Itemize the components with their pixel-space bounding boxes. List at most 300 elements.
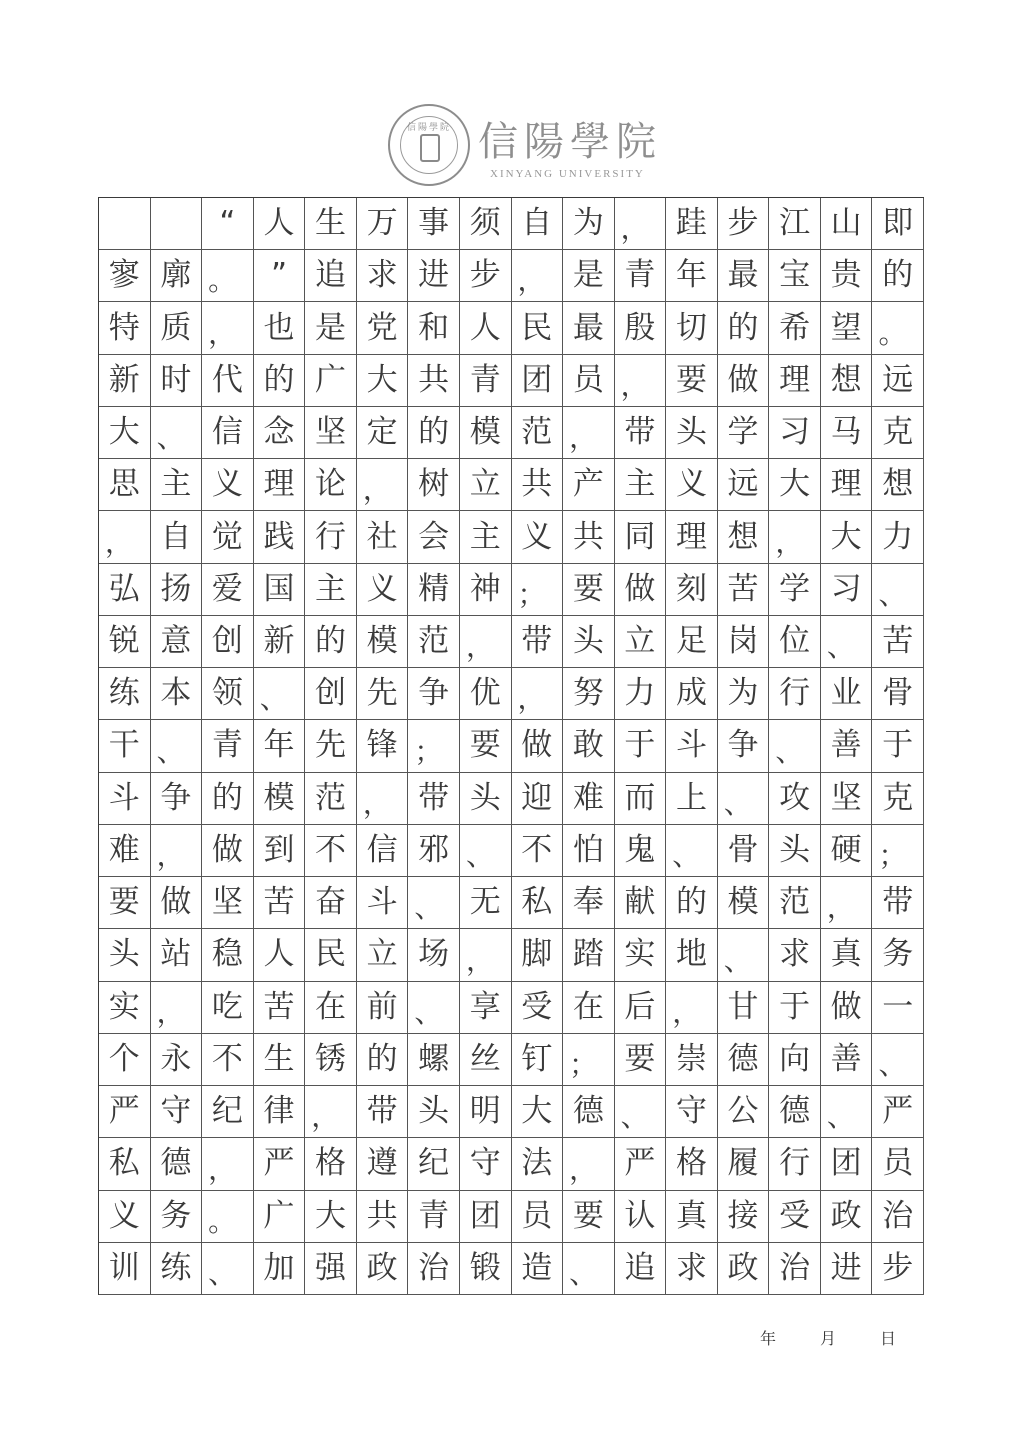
grid-cell: 治	[769, 1243, 821, 1295]
grid-cell: 业	[821, 668, 873, 720]
grid-cell: 、	[408, 982, 460, 1034]
grid-cell: 、	[460, 825, 512, 877]
grid-cell: 的	[202, 773, 254, 825]
grid-cell: ，	[512, 250, 564, 302]
grid-cell: ，	[202, 1138, 254, 1190]
grid-cell: 步	[872, 1243, 924, 1295]
grid-cell: 甘	[718, 982, 770, 1034]
grid-cell: 、	[615, 1086, 667, 1138]
grid-cell: 扬	[151, 564, 203, 616]
grid-cell: 德	[718, 1034, 770, 1086]
grid-cell: 治	[872, 1191, 924, 1243]
grid-cell: 、	[408, 877, 460, 929]
grid-cell: 政	[821, 1191, 873, 1243]
grid-cell: 青	[408, 1191, 460, 1243]
grid-cell: 、	[151, 407, 203, 459]
grid-cell: 不	[512, 825, 564, 877]
grid-cell: 想	[718, 511, 770, 563]
grid-cell: 产	[563, 459, 615, 511]
grid-cell: 共	[357, 1191, 409, 1243]
grid-cell: 理	[254, 459, 306, 511]
grid-cell: 论	[305, 459, 357, 511]
grid-cell: ，	[151, 825, 203, 877]
grid-cell: 的	[718, 302, 770, 354]
grid-cell: 奋	[305, 877, 357, 929]
grid-cell: 理	[666, 511, 718, 563]
grid-cell: 敢	[563, 720, 615, 772]
grid-cell: 贵	[821, 250, 873, 302]
grid-cell: 寥	[99, 250, 151, 302]
grid-cell: 国	[254, 564, 306, 616]
grid-cell: 神	[460, 564, 512, 616]
grid-cell: 硬	[821, 825, 873, 877]
grid-cell: 要	[666, 355, 718, 407]
grid-cell: 共	[408, 355, 460, 407]
grid-cell: 想	[872, 459, 924, 511]
grid-cell: 无	[460, 877, 512, 929]
grid-cell: ，	[460, 929, 512, 981]
grid-cell: 实	[615, 929, 667, 981]
grid-cell: 力	[615, 668, 667, 720]
grid-cell: 到	[254, 825, 306, 877]
grid-cell: 创	[202, 616, 254, 668]
grid-cell: 、	[821, 616, 873, 668]
grid-cell: 踏	[563, 929, 615, 981]
grid-cell: 丝	[460, 1034, 512, 1086]
grid-cell: 年	[666, 250, 718, 302]
grid-cell: 受	[512, 982, 564, 1034]
grid-cell: 社	[357, 511, 409, 563]
grid-cell: 迎	[512, 773, 564, 825]
grid-cell: 为	[563, 198, 615, 250]
grid-cell: 真	[821, 929, 873, 981]
grid-cell: 会	[408, 511, 460, 563]
grid-cell: 实	[99, 982, 151, 1034]
grid-cell: 山	[821, 198, 873, 250]
grid-cell: 格	[305, 1138, 357, 1190]
grid-cell	[151, 198, 203, 250]
date-year-label: 年	[760, 1329, 777, 1348]
grid-cell: 后	[615, 982, 667, 1034]
grid-cell: 切	[666, 302, 718, 354]
grid-cell: 义	[357, 564, 409, 616]
grid-cell: 锻	[460, 1243, 512, 1295]
grid-cell: ，	[563, 407, 615, 459]
grid-cell: 主	[615, 459, 667, 511]
grid-cell: 献	[615, 877, 667, 929]
grid-cell: 认	[615, 1191, 667, 1243]
grid-cell: 先	[357, 668, 409, 720]
grid-cell: 的	[357, 1034, 409, 1086]
grid-cell: 事	[408, 198, 460, 250]
grid-cell: 民	[512, 302, 564, 354]
grid-cell: 的	[666, 877, 718, 929]
grid-cell: 遵	[357, 1138, 409, 1190]
grid-cell: 脚	[512, 929, 564, 981]
grid-cell: 殷	[615, 302, 667, 354]
grid-cell: 争	[408, 668, 460, 720]
grid-cell: 守	[666, 1086, 718, 1138]
grid-cell: 共	[512, 459, 564, 511]
grid-cell: 即	[872, 198, 924, 250]
grid-cell: 斗	[357, 877, 409, 929]
grid-cell: 克	[872, 773, 924, 825]
grid-cell: 向	[769, 1034, 821, 1086]
grid-cell: 善	[821, 1034, 873, 1086]
grid-cell: 练	[151, 1243, 203, 1295]
page-header	[0, 0, 1024, 200]
grid-cell: 强	[305, 1243, 357, 1295]
grid-cell: 、	[563, 1243, 615, 1295]
grid-cell: 头	[563, 616, 615, 668]
grid-cell: 克	[872, 407, 924, 459]
grid-cell: 时	[151, 355, 203, 407]
grid-cell: 严	[615, 1138, 667, 1190]
grid-cell: ，	[99, 511, 151, 563]
grid-cell: 在	[305, 982, 357, 1034]
grid-cell: 前	[357, 982, 409, 1034]
grid-cell: 自	[151, 511, 203, 563]
grid-cell: 进	[821, 1243, 873, 1295]
grid-cell: 义	[666, 459, 718, 511]
grid-cell: 行	[305, 511, 357, 563]
grid-cell: 立	[460, 459, 512, 511]
grid-cell: 崇	[666, 1034, 718, 1086]
grid-cell: ”	[254, 250, 306, 302]
grid-cell: 履	[718, 1138, 770, 1190]
grid-cell: 、	[666, 825, 718, 877]
grid-cell: 私	[99, 1138, 151, 1190]
grid-cell: 鬼	[615, 825, 667, 877]
grid-cell: 争	[151, 773, 203, 825]
grid-cell: 于	[615, 720, 667, 772]
grid-cell: 、	[821, 1086, 873, 1138]
grid-cell: 锈	[305, 1034, 357, 1086]
grid-cell: 造	[512, 1243, 564, 1295]
grid-cell: 头	[666, 407, 718, 459]
grid-cell: 思	[99, 459, 151, 511]
grid-cell: 力	[872, 511, 924, 563]
grid-cell: ，	[666, 982, 718, 1034]
grid-cell: 严	[99, 1086, 151, 1138]
grid-cell: 范	[512, 407, 564, 459]
grid-cell: 万	[357, 198, 409, 250]
grid-cell: 模	[254, 773, 306, 825]
grid-cell: 争	[718, 720, 770, 772]
grid-cell: ，	[305, 1086, 357, 1138]
grid-cell: 员	[563, 355, 615, 407]
grid-cell: 守	[151, 1086, 203, 1138]
grid-cell: 政	[718, 1243, 770, 1295]
grid-cell: 法	[512, 1138, 564, 1190]
grid-cell: 的	[408, 407, 460, 459]
grid-cell: 干	[99, 720, 151, 772]
grid-cell: 领	[202, 668, 254, 720]
grid-cell: 德	[769, 1086, 821, 1138]
grid-cell: 最	[718, 250, 770, 302]
grid-cell: 吃	[202, 982, 254, 1034]
grid-cell: 纪	[202, 1086, 254, 1138]
grid-cell: 立	[357, 929, 409, 981]
grid-cell: 于	[769, 982, 821, 1034]
grid-cell: 地	[666, 929, 718, 981]
grid-cell: 、	[151, 720, 203, 772]
grid-cell: ，	[460, 616, 512, 668]
grid-cell: 信	[357, 825, 409, 877]
grid-cell: 主	[151, 459, 203, 511]
grid-cell: 在	[563, 982, 615, 1034]
grid-cell: 代	[202, 355, 254, 407]
grid-cell: 努	[563, 668, 615, 720]
grid-cell: 奉	[563, 877, 615, 929]
grid-cell: 信	[202, 407, 254, 459]
grid-cell: 难	[99, 825, 151, 877]
grid-cell: 民	[305, 929, 357, 981]
grid-cell: ，	[769, 511, 821, 563]
grid-cell: 、	[202, 1243, 254, 1295]
grid-cell: ，	[821, 877, 873, 929]
grid-cell: 生	[254, 1034, 306, 1086]
grid-cell: 新	[254, 616, 306, 668]
grid-cell: 弘	[99, 564, 151, 616]
grid-cell: 团	[512, 355, 564, 407]
grid-cell: 做	[512, 720, 564, 772]
grid-cell: 想	[821, 355, 873, 407]
grid-cell: 于	[872, 720, 924, 772]
grid-cell: 苦	[254, 877, 306, 929]
university-name-english: XINYANG UNIVERSITY	[490, 168, 645, 180]
grid-cell: 带	[872, 877, 924, 929]
grid-cell: 宝	[769, 250, 821, 302]
grid-cell: 斗	[666, 720, 718, 772]
grid-cell: 严	[872, 1086, 924, 1138]
grid-cell: 进	[408, 250, 460, 302]
grid-cell: 、	[769, 720, 821, 772]
grid-cell: 坚	[821, 773, 873, 825]
grid-cell: 跬	[666, 198, 718, 250]
grid-cell: 年	[254, 720, 306, 772]
grid-cell: 追	[305, 250, 357, 302]
grid-cell: 觉	[202, 511, 254, 563]
grid-cell: 质	[151, 302, 203, 354]
grid-cell: 的	[254, 355, 306, 407]
grid-cell: 广	[254, 1191, 306, 1243]
grid-cell: 追	[615, 1243, 667, 1295]
grid-cell: 、	[718, 929, 770, 981]
grid-cell: 青	[615, 250, 667, 302]
grid-cell: 格	[666, 1138, 718, 1190]
grid-cell: 精	[408, 564, 460, 616]
grid-cell: 望	[821, 302, 873, 354]
grid-cell: 坚	[202, 877, 254, 929]
grid-cell: ，	[512, 668, 564, 720]
grid-cell: 范	[305, 773, 357, 825]
grid-cell: 位	[769, 616, 821, 668]
grid-cell: 大	[512, 1086, 564, 1138]
grid-cell: 受	[769, 1191, 821, 1243]
seal-emblem-icon	[420, 134, 440, 162]
grid-cell: 范	[408, 616, 460, 668]
grid-cell: 德	[563, 1086, 615, 1138]
grid-cell: 党	[357, 302, 409, 354]
grid-cell: 优	[460, 668, 512, 720]
grid-cell: 模	[357, 616, 409, 668]
grid-cell: 行	[769, 1138, 821, 1190]
grid-cell: 头	[408, 1086, 460, 1138]
grid-cell: 带	[357, 1086, 409, 1138]
grid-cell: 同	[615, 511, 667, 563]
grid-cell: 享	[460, 982, 512, 1034]
grid-cell: 要	[99, 877, 151, 929]
grid-cell: ，	[615, 355, 667, 407]
grid-cell: 真	[666, 1191, 718, 1243]
grid-cell: 生	[305, 198, 357, 250]
grid-cell: ，	[563, 1138, 615, 1190]
grid-cell: 团	[460, 1191, 512, 1243]
grid-cell: 意	[151, 616, 203, 668]
grid-cell: 难	[563, 773, 615, 825]
grid-cell: 邪	[408, 825, 460, 877]
grid-cell: 头	[769, 825, 821, 877]
grid-cell: 创	[305, 668, 357, 720]
grid-cell: 站	[151, 929, 203, 981]
grid-cell: 。	[202, 1191, 254, 1243]
grid-cell: 大	[99, 407, 151, 459]
grid-cell: 主	[305, 564, 357, 616]
grid-cell: 足	[666, 616, 718, 668]
grid-cell: 锐	[99, 616, 151, 668]
grid-cell: 练	[99, 668, 151, 720]
grid-cell: 模	[718, 877, 770, 929]
grid-cell: 务	[872, 929, 924, 981]
grid-cell: 爱	[202, 564, 254, 616]
grid-cell: 治	[408, 1243, 460, 1295]
grid-cell: 青	[202, 720, 254, 772]
grid-cell: 的	[305, 616, 357, 668]
grid-cell: 学	[769, 564, 821, 616]
grid-cell: 做	[821, 982, 873, 1034]
grid-cell: 上	[666, 773, 718, 825]
grid-cell: 苦	[254, 982, 306, 1034]
grid-cell: 钉	[512, 1034, 564, 1086]
grid-cell: 马	[821, 407, 873, 459]
grid-cell: 要	[615, 1034, 667, 1086]
grid-cell: 加	[254, 1243, 306, 1295]
grid-cell: 立	[615, 616, 667, 668]
grid-cell: 要	[563, 564, 615, 616]
grid-cell: 远	[718, 459, 770, 511]
grid-cell: ，	[357, 773, 409, 825]
grid-cell: 须	[460, 198, 512, 250]
grid-cell: 不	[305, 825, 357, 877]
grid-cell: 严	[254, 1138, 306, 1190]
grid-cell: 习	[769, 407, 821, 459]
grid-cell: 员	[872, 1138, 924, 1190]
date-day-label: 日	[880, 1329, 897, 1348]
grid-cell: 求	[357, 250, 409, 302]
grid-cell: 学	[718, 407, 770, 459]
grid-cell: 行	[769, 668, 821, 720]
grid-cell: 远	[872, 355, 924, 407]
grid-cell: 共	[563, 511, 615, 563]
grid-cell: 善	[821, 720, 873, 772]
grid-cell: 先	[305, 720, 357, 772]
grid-cell: 定	[357, 407, 409, 459]
grid-cell: 步	[460, 250, 512, 302]
grid-cell: 人	[254, 198, 306, 250]
grid-cell: 做	[718, 355, 770, 407]
grid-cell: ；	[408, 720, 460, 772]
grid-cell: ；	[512, 564, 564, 616]
grid-cell: 苦	[718, 564, 770, 616]
grid-cell: 场	[408, 929, 460, 981]
grid-cell: 做	[202, 825, 254, 877]
grid-cell: 希	[769, 302, 821, 354]
grid-cell: ；	[563, 1034, 615, 1086]
grid-cell: ，	[151, 982, 203, 1034]
grid-cell: 人	[254, 929, 306, 981]
grid-cell: 纪	[408, 1138, 460, 1190]
grid-cell: 大	[821, 511, 873, 563]
grid-cell: 坚	[305, 407, 357, 459]
grid-cell: 要	[563, 1191, 615, 1243]
grid-cell: 带	[615, 407, 667, 459]
grid-cell: 员	[512, 1191, 564, 1243]
grid-cell: 的	[872, 250, 924, 302]
university-seal-logo	[388, 104, 470, 186]
grid-cell: 是	[305, 302, 357, 354]
grid-cell: 习	[821, 564, 873, 616]
grid-cell: 廓	[151, 250, 203, 302]
grid-cell: 大	[305, 1191, 357, 1243]
grid-cell: 骨	[718, 825, 770, 877]
grid-cell: 个	[99, 1034, 151, 1086]
grid-cell: 、	[718, 773, 770, 825]
grid-cell: 、	[254, 668, 306, 720]
grid-cell: 人	[460, 302, 512, 354]
grid-cell: 、	[872, 1034, 924, 1086]
grid-cell: ，	[202, 302, 254, 354]
grid-cell: 范	[769, 877, 821, 929]
grid-cell: 念	[254, 407, 306, 459]
grid-cell: ，	[615, 198, 667, 250]
grid-cell: 要	[460, 720, 512, 772]
grid-cell: 刻	[666, 564, 718, 616]
grid-cell: 螺	[408, 1034, 460, 1086]
grid-cell: 明	[460, 1086, 512, 1138]
grid-cell: 是	[563, 250, 615, 302]
grid-cell: 攻	[769, 773, 821, 825]
grid-cell: 骨	[872, 668, 924, 720]
university-name: 信陽學院	[478, 119, 662, 165]
grid-cell: 永	[151, 1034, 203, 1086]
grid-cell: 不	[202, 1034, 254, 1086]
grid-cell: 做	[151, 877, 203, 929]
grid-cell: 团	[821, 1138, 873, 1190]
grid-cell: 训	[99, 1243, 151, 1295]
grid-cell: 公	[718, 1086, 770, 1138]
grid-cell: 大	[357, 355, 409, 407]
grid-cell: “	[202, 198, 254, 250]
grid-cell: 树	[408, 459, 460, 511]
grid-cell: 新	[99, 355, 151, 407]
grid-cell: 政	[357, 1243, 409, 1295]
grid-cell: 而	[615, 773, 667, 825]
grid-cell: 带	[512, 616, 564, 668]
writing-grid	[98, 197, 924, 1295]
grid-cell: 斗	[99, 773, 151, 825]
grid-cell: 接	[718, 1191, 770, 1243]
